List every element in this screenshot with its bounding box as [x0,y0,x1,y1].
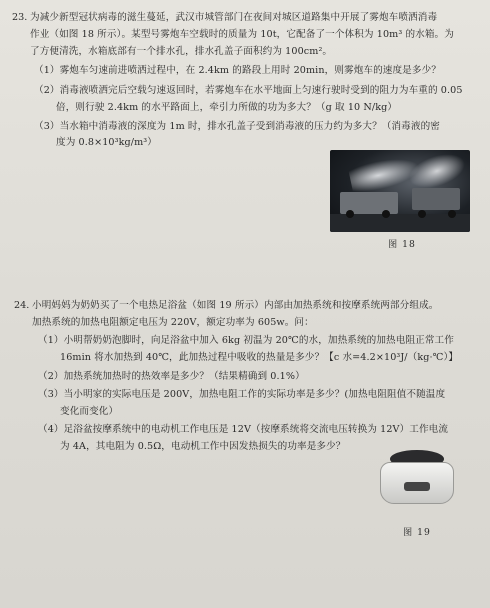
q24-line-8: （4）足浴盆按摩系统中的电动机工作电压是 12V（按摩系统将交流电压转换为 12V）工作电流 [38,424,449,435]
q23-line-8: 度为 0.8×10³kg/m³） [56,137,157,148]
q23-line-7: （3）当水箱中消毒液的深度为 1m 时，排水孔盖子受到消毒液的压力约为多大？（消毒液的密 [34,121,440,132]
q23-line-3: 了方便清洗，水箱底部有一个排水孔，排水孔盖子面积约为 100cm²。 [30,46,333,57]
q24-number: 24. [14,300,30,311]
q24-line-4: 16min 将水加热到 40℃，此加热过程中吸收的热量是多少？【c 水=4.2×10³J/（kg·℃）】 [60,352,459,363]
q24-line-5: （2）加热系统加热时的热效率是多少？（结果精确到 0.1%） [38,371,305,382]
bleed-through-mark [185,236,195,251]
q23-number: 23. [12,12,28,23]
q23-line-2: 作业（如图 18 所示）。某型号雾炮车空载时的质量为 10t，它配备了一个体积为 10m³ 的水箱。为 [30,29,454,40]
q24-line-7: 变化而变化） [60,406,119,417]
q24-line-6: （3）当小明家的实际电压是 200V，加热电阻工作的实际功率是多少？(加热电阻阻值不随温度 [38,389,446,400]
figure-18-caption: 图 18 [388,239,416,250]
q23-line-1: 为减少新型冠状病毒的滋生蔓延，武汉市城管部门在夜间对城区道路集中开展了雾炮车喷洒消毒 [30,12,438,23]
q24-line-9: 为 4A，其电阻为 0.5Ω，电动机工作中因发热损失的功率是多少？ [60,441,346,452]
electric-foot-bath-photo [376,444,456,508]
q24-line-2: 加热系统的加热电阻额定电压为 220V，额定功率为 605w。问： [32,317,314,328]
q23-line-4: （1）雾炮车匀速前进喷洒过程中，在 2.4km 的路段上用时 20min，则雾炮车的速度是多少？ [34,65,441,76]
figure-19-caption: 图 19 [403,527,431,538]
q24-line-3: （1）小明帮奶奶泡脚时，向足浴盆中加入 6kg 初温为 20℃的水，加热系统的加热电阻正常工作 [38,335,454,346]
fog-cannon-truck-photo [330,150,470,232]
q23-line-6: 倍，则行驶 2.4km 的水平路面上，牵引力所做的功为多大？（g 取 10 N/kg） [56,102,398,113]
q24-line-1: 小明妈妈为奶奶买了一个电热足浴盆（如图 19 所示）内部由加热系统和按摩系统两部分组成。 [32,300,439,311]
q23-line-5: （2）消毒液喷洒完后空载匀速返回时，若雾炮车在水平地面上匀速行驶时受到的阻力为车重的 0.05 [34,85,463,96]
